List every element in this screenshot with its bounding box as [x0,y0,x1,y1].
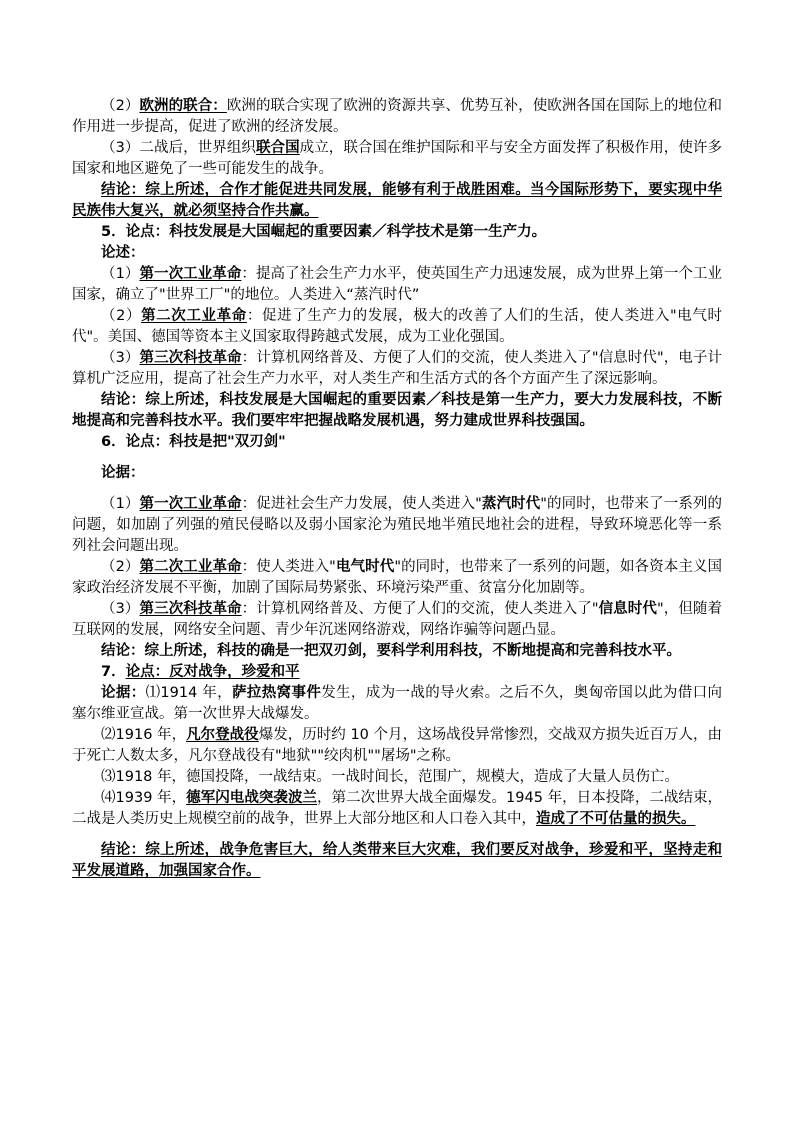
text: 发生，成为一战的导火索。之后不久，奥匈帝国以此为借口向塞尔维亚宣战。第一次世界大战爆发。 [72,685,723,722]
paragraph-ww2 [72,788,722,830]
paragraph-double-edge-2 [72,557,722,599]
paragraph-ww1-start [72,683,722,725]
text: ：使人类进入" [241,559,336,575]
keyword: 造成了不可估量的损失。 [536,811,696,827]
conclusion-war: 结论：综上所述，战争危害巨大，给人类带来巨大灾难，我们要反对战争，珍爱和平，坚持走和平发展道路，加强国家合作。 [72,842,722,879]
text: ：促进社会生产力发展，使人类进入" [241,496,482,512]
text: 7． [101,664,126,680]
text: （2） [101,98,140,114]
spacer [72,453,722,463]
text: ：计算机网络普及、方便了人们的交流，使人类进入了" [241,601,599,617]
paragraph-first-industrial-revolution [72,264,722,306]
text: "，但随着互联网的发展，网络安全问题、青少年沉迷网络游戏，网络诈骗等问题凸显。 [72,601,723,638]
spacer [72,484,722,494]
paragraph-second-industrial-revolution [72,306,722,348]
keyword: 第二次工业革命 [139,559,242,575]
text: （3） [101,350,140,366]
evidence-heading: 论据： [101,465,145,481]
keyword: 第一次工业革命 [139,266,242,282]
thesis-7 [72,662,722,683]
keyword: 欧洲的联合： [139,98,227,114]
keyword: 联合国 [255,140,300,156]
keyword: 萨拉热窝事件 [232,685,322,701]
document-page [72,96,722,882]
text: （3）二战后，世界组织 [101,140,256,156]
paragraph-double-edge-3 [72,599,722,641]
text: 成立，联合国在维护国际和平与安全方面发挥了积极作用，使许多国家和地区避免了一些可能发生的战争。 [72,140,722,177]
keyword: 第三次科技革命 [139,350,242,366]
keyword: 凡尔登战役 [186,727,259,743]
keyword: 德军闪电战突袭波兰 [186,790,318,806]
paragraph-double-edge-1 [72,494,722,557]
text: ⑴1914 年， [145,685,233,701]
conclusion-double-edge: 结论：综上所述，科技的确是一把双刃剑，要科学利用科技，不断地提高和完善科技水平。 [101,643,681,659]
keyword: 第一次工业革命 [139,496,242,512]
paragraph-united-nations [72,138,722,180]
keyword: 论点：反对战争，珍爱和平 [125,664,300,680]
conclusion-technology: 结论：综上所述，科技发展是大国崛起的重要因素／科技是第一生产力，要大力发展科技，不断地提高和完善科技水平。我们要牢牢把握战略发展机遇，努力建成世界科技强国。 [72,392,722,429]
text: "的同时，也带来了一系列的问题，如加剧了列强的殖民侵略以及弱小国家沦为殖民地半殖民地社会的进程，导致环境恶化等一系列社会问题出现。 [72,496,723,554]
text: ，第二次世界大战全面爆发。1945 年，日本投降，二战结束，二战是人类历史上规模空前的战争，世界上大部分地区和人口卷入其中， [72,790,723,827]
keyword: 第三次科技革命 [139,601,242,617]
keyword-era: 蒸汽时代 [481,496,541,512]
text: 欧洲的联合实现了欧洲的资源共享、优势互补，使欧洲各国在国际上的地位和作用进一步提高，促进了欧洲的经济发展。 [72,98,723,135]
text: （2） [101,559,140,575]
text: ：计算机网络普及、方便了人们的交流，使人类进入了"信息时代"，电子计算机广泛应用，提高了社会生产力水平，对人类生产和生活方式的各个方面产生了深远影响。 [72,350,722,387]
paragraph-european-union [72,96,722,138]
text: （3） [101,601,140,617]
paragraph-ww1-end: ⑶1918 年，德国投降，一战结束。一战时间长，范围广，规模大，造成了大量人员伤亡。 [101,769,680,785]
text: ⑵1916 年， [101,727,187,743]
keyword-era: 信息时代 [598,601,657,617]
paragraph-verdun [72,725,722,767]
thesis-6: 6．论点：科技是把"双刃剑" [101,434,286,450]
label: 论据： [101,685,146,701]
text: （1） [101,266,140,282]
text: （2） [101,308,142,324]
paragraph-third-tech-revolution [72,348,722,390]
conclusion-cooperation: 结论：综上所述，合作才能促进共同发展，能够有利于战胜困难。当今国际形势下，要实现中华民族伟大复兴，就必须坚持合作共赢。 [72,182,722,219]
argument-heading: 论述： [101,245,145,261]
text: 爆发，历时约 10 个月，这场战役异常惨烈，交战双方损失近百万人，由于死亡人数太多，凡尔登战役有"地狱""绞肉机""屠场"之称。 [72,727,722,764]
thesis-5: 5．论点：科技发展是大国崛起的重要因素／科学技术是第一生产力。 [101,224,547,240]
text: ：促进了生产力的发展，极大的改善了人们的生活，使人类进入"电气时代"。美国、德国等资本主义国家取得跨越式发展，成为工业化强国。 [72,308,722,345]
keyword: 第二次工业革命 [141,308,247,324]
text: "的同时，也带来了一系列的问题，如各资本主义国家政治经济发展不平衡，加剧了国际局势紧张、环境污染严重、贫富分化加剧等。 [72,559,723,596]
keyword-era: 电气时代 [335,559,395,575]
spacer [72,830,722,840]
text: ⑷1939 年， [101,790,187,806]
text: ：提高了社会生产力水平，使英国生产力迅速发展，成为世界上第一个工业国家，确立了"世界工厂"的地位。人类进入“蒸汽时代” [72,266,723,303]
text: （1） [101,496,140,512]
